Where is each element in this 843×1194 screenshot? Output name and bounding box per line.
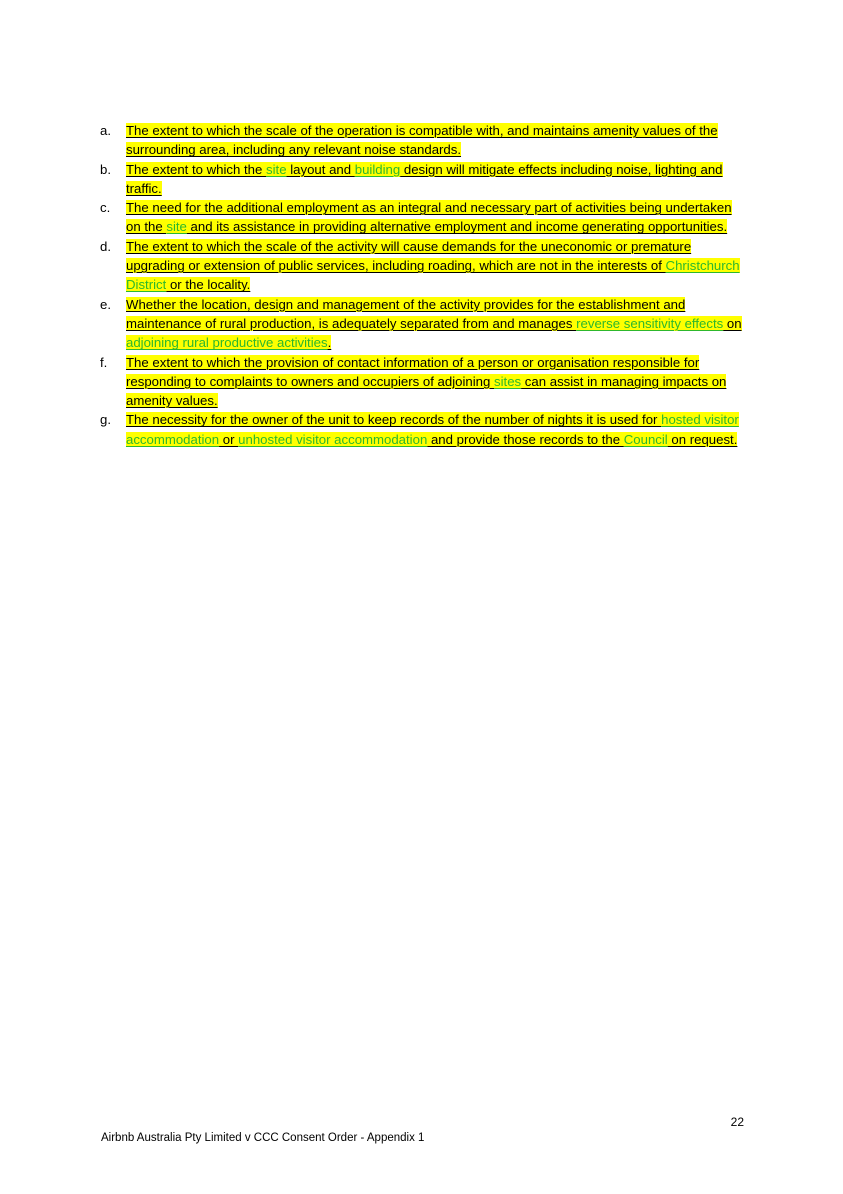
criteria-item xyxy=(100,237,748,295)
defined-term-link[interactable]: reverse sensitivity effects xyxy=(576,315,724,331)
criteria-item-text xyxy=(126,297,742,351)
page-number: 22 xyxy=(730,1115,744,1129)
criteria-text-segment: Whether the location, design and management of the activity provides for the establishment and maintenance of rural production, is adequately separated from and manages xyxy=(126,296,686,331)
criteria-text-segment: The extent to which the xyxy=(126,161,267,177)
criteria-text-segment: . xyxy=(327,335,332,351)
criteria-item xyxy=(100,410,748,449)
criteria-text-segment: layout and xyxy=(286,161,355,177)
criteria-item-text xyxy=(126,123,718,157)
criteria-item-letter: d. xyxy=(100,238,111,254)
criteria-text-segment: or xyxy=(219,431,239,447)
criteria-item xyxy=(100,198,748,237)
criteria-text-segment: The necessity for the owner of the unit to keep records of the number of nights it is used for xyxy=(126,412,662,428)
criteria-item-text xyxy=(126,412,739,446)
criteria-item-letter: b. xyxy=(100,161,111,177)
criteria-item-text xyxy=(126,200,732,234)
criteria-item-letter: a. xyxy=(100,123,111,138)
criteria-text-segment: or the locality. xyxy=(166,277,251,293)
criteria-item xyxy=(100,121,748,160)
criteria-text-segment: The need for the additional employment as an integral and necessary part of activities being undertaken on the xyxy=(126,200,732,235)
criteria-text-segment: can assist in managing impacts on amenity values. xyxy=(126,373,727,409)
criteria-text-segment: The extent to which the provision of contact information of a person or organisation responsible for responding to complaints to owners and occupiers of adjoining xyxy=(126,354,700,389)
criteria-item xyxy=(100,353,748,411)
criteria-text-segment: on xyxy=(723,315,742,331)
defined-term-link[interactable]: building xyxy=(354,161,401,177)
criteria-text-segment: The extent to which the scale of the operation is compatible with, and maintains amenity values of the surrounding area, including any relevant noise standards. xyxy=(126,123,718,158)
defined-term-link[interactable]: site xyxy=(266,161,287,177)
criteria-item-text xyxy=(126,162,723,196)
criteria-item-text xyxy=(126,355,726,409)
defined-term-link[interactable]: sites xyxy=(494,373,522,389)
defined-term-link[interactable]: unhosted visitor accommodation xyxy=(238,431,428,447)
assessment-criteria-list xyxy=(100,121,748,449)
criteria-item-letter: g. xyxy=(100,412,111,428)
defined-term-link[interactable]: site xyxy=(166,219,187,235)
criteria-item-text xyxy=(126,239,740,293)
defined-term-link[interactable]: hosted visitor accommodation xyxy=(126,412,739,447)
criteria-text-segment: and its assistance in providing alternative employment and income generating opportunities. xyxy=(186,219,728,235)
defined-term-link[interactable]: adjoining rural productive activities xyxy=(126,335,328,351)
footer-text: Airbnb Australia Pty Limited v CCC Consent Order - Appendix 1 xyxy=(101,1132,425,1144)
criteria-item-letter: c. xyxy=(100,200,111,216)
criteria-item-letter: f. xyxy=(100,354,108,370)
defined-term-link[interactable]: Christchurch District xyxy=(126,258,740,293)
criteria-text-segment: and provide those records to the xyxy=(427,431,624,447)
criteria-item xyxy=(100,295,748,353)
criteria-text-segment: The extent to which the scale of the activity will cause demands for the uneconomic or premature upgrading or extension of public services, including roading, which are not in the interests of xyxy=(126,238,692,274)
criteria-item-letter: e. xyxy=(100,296,111,312)
criteria-text-segment: design will mitigate effects including noise, lighting and traffic. xyxy=(126,161,723,196)
criteria-item xyxy=(100,160,748,199)
criteria-text-segment: on request. xyxy=(667,431,738,447)
defined-term-link[interactable]: Council xyxy=(623,431,668,447)
